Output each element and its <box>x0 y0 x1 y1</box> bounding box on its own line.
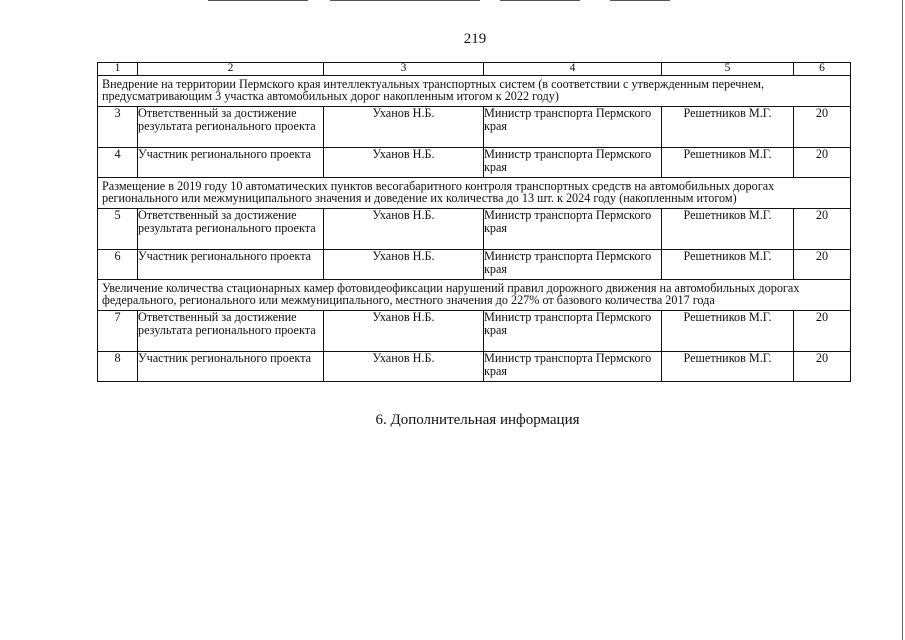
percent-cell: 20 <box>794 352 851 382</box>
row-number: 6 <box>98 250 138 280</box>
table-row <box>98 148 851 178</box>
supervisor-cell: Министр транспорта Пермского края <box>484 250 662 280</box>
percent-cell: 20 <box>794 107 851 148</box>
role-cell: Ответственный за достижение результата регионального проекта <box>138 107 324 148</box>
role-cell: Ответственный за достижение результата регионального проекта <box>138 209 324 250</box>
supervisor-cell: Министр транспорта Пермского края <box>484 148 662 178</box>
header-cell: 1 <box>98 63 138 76</box>
row-number: 4 <box>98 148 138 178</box>
supervisor-cell: Министр транспорта Пермского края <box>484 311 662 352</box>
role-cell: Участник регионального проекта <box>138 250 324 280</box>
executor-cell: Уханов Н.Б. <box>324 250 484 280</box>
coordinator-cell: Решетников М.Г. <box>662 311 794 352</box>
header-cell: 3 <box>324 63 484 76</box>
table-row <box>98 209 851 250</box>
table-row <box>98 107 851 148</box>
row-number: 3 <box>98 107 138 148</box>
coordinator-cell: Решетников М.Г. <box>662 209 794 250</box>
role-cell: Участник регионального проекта <box>138 352 324 382</box>
table-header-row <box>98 63 851 76</box>
section-title: Увеличение количества стационарных камер фотовидеофиксации нарушений правил дорожного движения на автомобильных дорогах федерального, регионального или межмуниципального, местного значения до 227% от базового количества 2017 года <box>98 280 851 311</box>
scan-artifact-top <box>0 0 905 3</box>
supervisor-cell: Министр транспорта Пермского края <box>484 209 662 250</box>
table-row <box>98 311 851 352</box>
supervisor-cell: Министр транспорта Пермского края <box>484 352 662 382</box>
section-row <box>98 76 851 107</box>
role-cell: Ответственный за достижение результата регионального проекта <box>138 311 324 352</box>
executor-cell: Уханов Н.Б. <box>324 209 484 250</box>
header-cell: 4 <box>484 63 662 76</box>
coordinator-cell: Решетников М.Г. <box>662 107 794 148</box>
role-cell: Участник регионального проекта <box>138 148 324 178</box>
executor-cell: Уханов Н.Б. <box>324 107 484 148</box>
executor-cell: Уханов Н.Б. <box>324 352 484 382</box>
page-number: 219 <box>463 31 487 47</box>
header-cell: 2 <box>138 63 324 76</box>
executor-cell: Уханов Н.Б. <box>324 148 484 178</box>
coordinator-cell: Решетников М.Г. <box>662 352 794 382</box>
table-row <box>98 352 851 382</box>
row-number: 7 <box>98 311 138 352</box>
percent-cell: 20 <box>794 250 851 280</box>
section-title: Внедрение на территории Пермского края интеллектуальных транспортных систем (в соответствии с утвержденным перечнем, предусматривающим 3 участка автомобильных дорог накопленным итогом к 2022 году) <box>98 76 851 107</box>
responsibility-table <box>97 62 851 382</box>
header-cell: 6 <box>794 63 851 76</box>
section-heading: 6. Дополнительная информация <box>375 412 580 428</box>
row-number: 8 <box>98 352 138 382</box>
coordinator-cell: Решетников М.Г. <box>662 250 794 280</box>
percent-cell: 20 <box>794 148 851 178</box>
coordinator-cell: Решетников М.Г. <box>662 148 794 178</box>
percent-cell: 20 <box>794 209 851 250</box>
section-title: Размещение в 2019 году 10 автоматических пунктов весогабаритного контроля транспортных средств на автомобильных дорогах регионального или межмуниципального значения и доведение их количества до 13 шт. к 2024 году (накопленным итогом) <box>98 178 851 209</box>
table-row <box>98 250 851 280</box>
scan-edge-right <box>902 0 903 640</box>
row-number: 5 <box>98 209 138 250</box>
percent-cell: 20 <box>794 311 851 352</box>
section-row <box>98 280 851 311</box>
header-cell: 5 <box>662 63 794 76</box>
executor-cell: Уханов Н.Б. <box>324 311 484 352</box>
supervisor-cell: Министр транспорта Пермского края <box>484 107 662 148</box>
section-row <box>98 178 851 209</box>
